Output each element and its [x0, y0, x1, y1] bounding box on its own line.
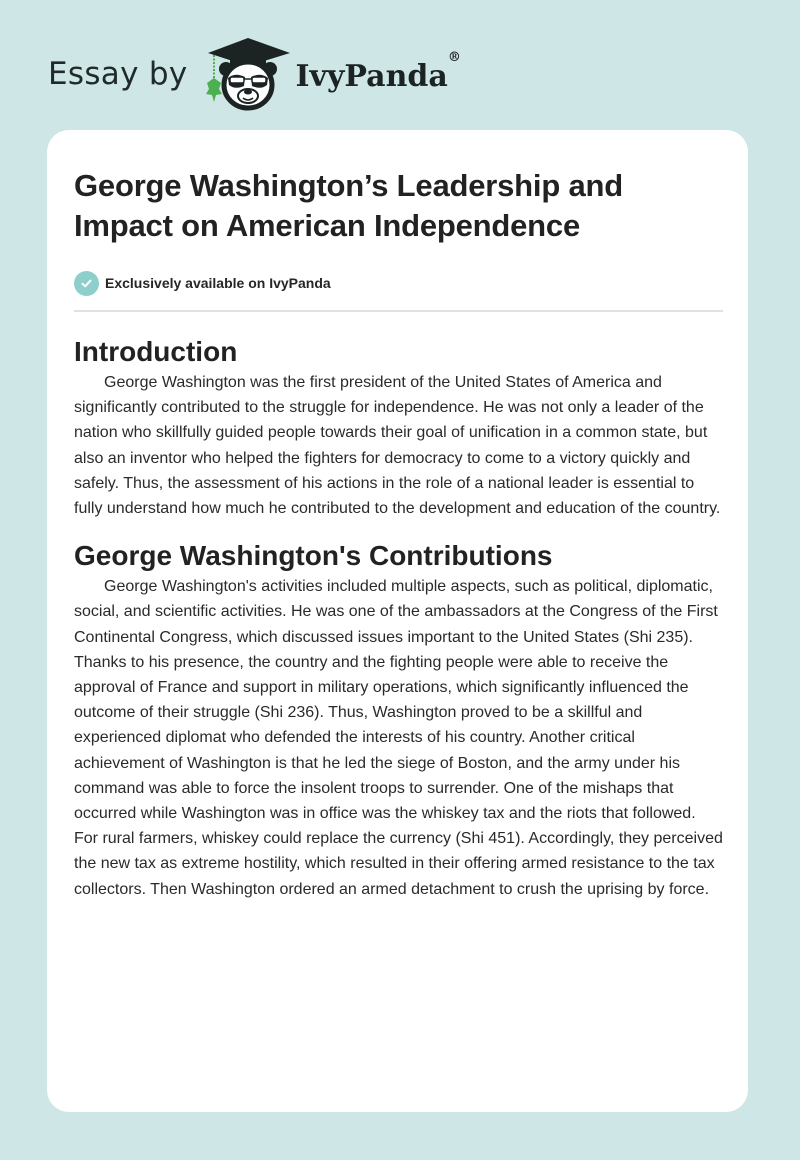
panda-graduate-logo-icon[interactable]	[202, 36, 294, 112]
brand-text: IvyPanda	[295, 59, 448, 94]
section-paragraph-contributions: George Washington's activities included multiple aspects, such as political, diplomatic, social, and scientific activities. He was one of the ambassadors at the Congress of the First Continental Congress, which discussed issues important to the United States (Shi 235). Thanks to his presence, the country and the fighting people were able to receive the approval of France and support in military operations, which significantly influenced the outcome of their struggle (Shi 236). Thus, Washington proved to be a skillful and experienced diplomat who defended the interests of his country. Another critical achievement of Washington is that he led the siege of Boston, and the army under his command was able to force the insolent troops to surrender. One of the mishaps that occurred while Washington was in office was the whiskey tax and the riots that followed. For rural farmers, whiskey could replace the currency (Shi 451). Accordingly, they perceived the new tax as extreme hostility, which resulted in their offering armed resistance to the tax collectors. Then Washington ordered an armed detachment to crush the uprising by force.	[74, 578, 723, 898]
section-heading-contributions: George Washington's Contributions	[74, 540, 553, 572]
essay-card	[47, 130, 748, 1112]
site-header	[48, 36, 461, 112]
check-circle-icon	[74, 271, 99, 296]
section-paragraph-introduction: George Washington was the first president of the United States of America and significantly contributed to the struggle for independence. He was not only a leader of the nation who skillfully guided people towards their goal of unification in a common state, but also an inventor who helped the fighters for democracy to come to a victory quickly and safely. Thus, the assessment of his actions in the role of a national leader is essential to fully understand how much he contributed to the development and education of the country.	[74, 374, 721, 518]
section-heading-introduction: Introduction	[74, 336, 238, 367]
divider	[74, 310, 723, 312]
brand-name[interactable]	[295, 50, 461, 94]
badge-text: Exclusively available on IvyPanda	[105, 275, 331, 291]
page-title: George Washington’s Leadership and Impact on American Independence	[74, 168, 623, 243]
registered-mark: ®	[447, 50, 461, 65]
exclusive-badge	[74, 270, 724, 296]
essay-content	[74, 166, 724, 902]
essay-by-label: Essay by	[48, 55, 188, 92]
